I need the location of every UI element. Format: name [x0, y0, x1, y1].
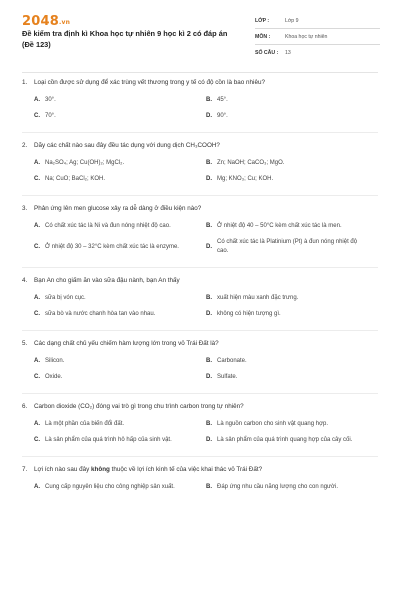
option-d[interactable]: [206, 373, 378, 382]
option-letter: B.: [206, 484, 212, 490]
option-letter: C.: [34, 176, 40, 182]
option-text: Ở nhiệt độ 30 – 32°C kèm chất xúc tác là enzyme.: [45, 243, 179, 250]
option-text: 30°.: [45, 97, 56, 103]
option-d[interactable]: [206, 175, 378, 184]
option-text: sữa bò và nước chanh hòa tan vào nhau.: [45, 311, 156, 317]
option-letter: C.: [34, 437, 40, 443]
option-letter: D.: [206, 243, 212, 250]
question-prompt-rest: thuộc về lợi ích kinh tế của việc khai thác vỏ Trái Đất?: [109, 466, 263, 473]
question-divider: [22, 132, 378, 133]
option-letter: C.: [34, 243, 40, 250]
option-a[interactable]: [34, 96, 206, 105]
option-text: Na₂SO₄; Ag; Cu(OH)₂; MgCl₂.: [45, 160, 125, 166]
option-b[interactable]: [206, 294, 378, 303]
question-number: 6.: [22, 403, 28, 410]
option-letter: C.: [34, 113, 40, 119]
logo-text: 2048: [22, 14, 59, 29]
question-divider: [22, 195, 378, 196]
question-number: 7.: [22, 466, 28, 473]
option-letter: A.: [34, 484, 40, 490]
question-4: [0, 276, 400, 326]
option-text: 90°.: [217, 113, 228, 119]
option-text: Đáp ứng nhu cầu năng lượng cho con người.: [217, 484, 338, 490]
option-letter: A.: [34, 97, 40, 103]
option-a[interactable]: [34, 222, 206, 231]
option-text: Có chất xúc tác là Ni và đun nóng nhiệt độ cao.: [45, 223, 171, 229]
option-c[interactable]: [34, 238, 206, 256]
header: [0, 0, 400, 56]
option-c[interactable]: [34, 373, 206, 382]
question-number: 1.: [22, 79, 28, 86]
option-a[interactable]: [34, 357, 206, 366]
option-b[interactable]: [206, 222, 378, 231]
meta-value: Khoa học tự nhiên: [285, 33, 328, 40]
option-b[interactable]: [206, 159, 378, 168]
meta-key: SỐ CÂU :: [255, 49, 279, 56]
option-letter: A.: [34, 295, 40, 301]
option-letter: A.: [34, 358, 40, 364]
option-d[interactable]: [206, 436, 378, 445]
option-text: Na; CuO; BaCl₂; KOH.: [45, 176, 106, 182]
option-text: Là nguồn carbon cho sinh vật quang hợp.: [217, 421, 329, 427]
exam-meta: [255, 13, 380, 60]
option-b[interactable]: [206, 357, 378, 366]
option-d[interactable]: [206, 112, 378, 121]
question-text: [22, 402, 378, 411]
question-text: [22, 78, 378, 87]
option-a[interactable]: [34, 159, 206, 168]
option-letter: A.: [34, 160, 40, 166]
question-number: 4.: [22, 277, 28, 284]
question-emphasis: không: [91, 466, 110, 473]
question-text: [22, 339, 378, 348]
option-text: Oxide.: [45, 374, 63, 380]
option-letter: D.: [206, 437, 212, 443]
question-prompt: Dãy các chất nào sau đây đều tác dụng với dung dịch CH₃COOH?: [34, 142, 220, 149]
meta-key: MÔN :: [255, 33, 271, 40]
option-c[interactable]: [34, 175, 206, 184]
option-c[interactable]: [34, 310, 206, 319]
question-prompt: Lợi ích nào sau đây: [34, 466, 91, 473]
question-1: [0, 78, 400, 128]
option-a[interactable]: [34, 483, 206, 492]
question-text: [22, 276, 378, 285]
option-text: sữa bị vón cục.: [45, 295, 86, 301]
option-letter: B.: [206, 295, 212, 301]
option-letter: B.: [206, 160, 212, 166]
option-text: không có hiện tượng gì.: [217, 311, 281, 317]
option-text: xuất hiện màu xanh đặc trưng.: [217, 295, 299, 301]
question-number: 3.: [22, 205, 28, 212]
option-text: 70°.: [45, 113, 56, 119]
option-letter: A.: [34, 421, 40, 427]
option-text: Là sản phẩm của quá trình hô hấp của sinh vật.: [45, 437, 172, 443]
meta-value: 13: [285, 49, 291, 56]
answer-options: [22, 159, 378, 191]
option-letter: D.: [206, 176, 212, 182]
option-a[interactable]: [34, 294, 206, 303]
option-text: Zn; NaOH; CaCO₃; MgO.: [217, 160, 285, 166]
meta-value: Lớp 9: [285, 17, 299, 24]
answer-options: [22, 222, 378, 263]
option-text: Là sản phẩm của quá trình quang hợp của cây cối.: [217, 437, 353, 443]
answer-options: [22, 357, 378, 389]
question-number: 2.: [22, 142, 28, 149]
question-prompt: Phản ứng lên men glucose xảy ra dễ dàng ở điều kiện nào?: [34, 205, 202, 212]
option-text: Là một phần của biến đổi đất.: [45, 421, 125, 427]
question-2: [0, 141, 400, 191]
question-text: [22, 141, 378, 150]
question-divider: [22, 393, 378, 394]
option-text: Có chất xúc tác là Platinium (Pt) à đun nóng nhiệt độ cao.: [217, 239, 358, 254]
answer-options: [22, 96, 378, 128]
option-b[interactable]: [206, 420, 378, 429]
option-d[interactable]: [206, 310, 378, 319]
answer-options: [22, 294, 378, 326]
option-letter: D.: [206, 311, 212, 317]
option-letter: B.: [206, 223, 212, 229]
question-divider: [22, 330, 378, 331]
option-text: Cung cấp nguyên liệu cho công nghiệp sản xuất.: [45, 484, 175, 490]
option-letter: D.: [206, 374, 212, 380]
option-letter: D.: [206, 113, 212, 119]
option-text: Carbonate.: [217, 358, 247, 364]
option-a[interactable]: [34, 420, 206, 429]
meta-key: LỚP :: [255, 17, 270, 24]
site-logo[interactable]: [22, 14, 70, 29]
question-prompt: Bạn An cho giấm ăn vào sữa đậu nành, bạn An thấy: [34, 277, 180, 284]
option-letter: B.: [206, 97, 212, 103]
option-c[interactable]: [34, 112, 206, 121]
option-d[interactable]: [206, 238, 378, 256]
question-prompt: Các dạng chất chủ yếu chiếm hàm lượng lớn trong vỏ Trái Đất là?: [34, 340, 219, 347]
exam-title: Đề kiểm tra định kì Khoa học tự nhiên 9 học kì 2 có đáp án (Đề 123): [22, 29, 228, 49]
option-b[interactable]: [206, 96, 378, 105]
meta-question-count: [255, 45, 380, 60]
header-divider: [22, 72, 378, 73]
question-text: [22, 204, 378, 213]
question-number: 5.: [22, 340, 28, 347]
option-letter: C.: [34, 374, 40, 380]
option-text: Sulfate.: [217, 374, 238, 380]
answer-options: [22, 420, 378, 452]
question-prompt: Carbon dioxide (CO₂) đóng vai trò gì trong chu trình carbon trong tự nhiên?: [34, 403, 244, 410]
question-prompt: Loại cồn được sử dụng để xác trùng vết thương trong y tế có độ cồn là bao nhiêu?: [34, 79, 265, 86]
option-text: Mg; KNO₃; Cu; KOH.: [217, 176, 274, 182]
question-list: [0, 78, 400, 499]
question-3: [0, 204, 400, 263]
question-6: [0, 402, 400, 452]
option-text: Silicon.: [45, 358, 65, 364]
meta-subject: [255, 29, 380, 45]
question-divider: [22, 456, 378, 457]
logo-suffix: .vn: [58, 19, 71, 26]
answer-options: [22, 483, 378, 499]
option-text: Ở nhiệt độ 40 – 50°C kèm chất xúc tác là men.: [217, 223, 342, 229]
question-5: [0, 339, 400, 389]
option-b[interactable]: [206, 483, 378, 492]
option-c[interactable]: [34, 436, 206, 445]
option-letter: B.: [206, 358, 212, 364]
option-letter: A.: [34, 223, 40, 229]
question-text: [22, 465, 378, 474]
meta-class: [255, 13, 380, 29]
question-divider: [22, 267, 378, 268]
question-7: [0, 465, 400, 499]
option-letter: C.: [34, 311, 40, 317]
option-text: 45°.: [217, 97, 228, 103]
option-letter: B.: [206, 421, 212, 427]
